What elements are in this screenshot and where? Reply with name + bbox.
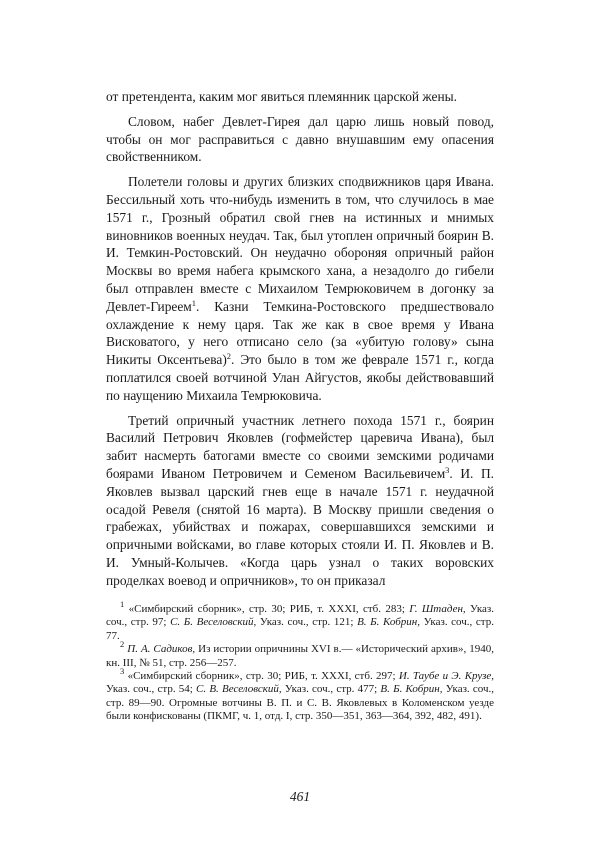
footnote-3-author-1: И. Таубе и Э. Крузе, bbox=[398, 670, 495, 683]
footnote-3-number: 3 bbox=[120, 666, 125, 677]
footnote-2-text-a: Из истории опричнины XVI в.— «Исторический архив», 1940, кн. III, № 51, стр. 256—257. bbox=[106, 643, 494, 669]
paragraph-2: Словом, набег Девлет-Гирея дал царю лишь новый повод, чтобы он мог расправиться с давно внушавшим ему опасения свойственником. bbox=[106, 113, 494, 165]
footnote-1-text-d: Указ. соч., стр. 77. bbox=[106, 616, 494, 642]
main-text bbox=[106, 88, 494, 590]
page-number: 461 bbox=[289, 789, 311, 804]
footnote-1-author-3: В. Б. Кобрин, bbox=[357, 616, 420, 629]
paragraph-3 bbox=[106, 173, 494, 404]
paragraph-4 bbox=[106, 412, 494, 590]
paragraph-1: от претендента, каким мог явиться племянник царской жены. bbox=[106, 89, 457, 104]
footnote-1-number: 1 bbox=[120, 599, 125, 609]
footnote-3-author-2: С. В. Веселовский, bbox=[196, 683, 282, 696]
footnote-3 bbox=[106, 666, 495, 724]
paragraph-3-text-a: Полетели головы и других близких сподвижников царя Ивана. Бессильный хоть что-нибудь изменить в том, что случилось в мае 1571 г., Грозный обратил свой гнев на истинных и мнимых виновников военных неудач. Так, был утоплен опричный боярин В. И. Темкин-Ростовский. Он неудачно обороняя опричный район Москвы во время набега крымского хана, а незадолго до гибели был отправлен вместе с Михаилом Темрюковичем в догонку за Девлет-Гиреем bbox=[106, 174, 494, 314]
footnote-1-author-2: С. Б. Веселовский, bbox=[170, 616, 257, 629]
footnote-2 bbox=[106, 639, 494, 670]
footnote-3-text-d: Указ. соч., стр. 89—90. Огромные вотчины В. П. и С. В. Яковлевых в Коломенском уезде были конфискованы (ПКМГ, ч. 1, отд. I, стр. 350—351, 363—364, 392, 482, 491). bbox=[106, 683, 495, 723]
footnote-1 bbox=[106, 599, 494, 643]
footnote-1-text-b: Указ. соч., стр. 97; bbox=[106, 603, 494, 629]
footnote-1-text-a: «Симбирский сборник», стр. 30; РИБ, т. XXXI, стб. 283; bbox=[128, 603, 410, 615]
footnote-ref-3: 3 bbox=[445, 464, 450, 475]
footnote-ref-1: 1 bbox=[191, 297, 197, 308]
footnote-1-text-c: Указ. соч., стр. 121; bbox=[256, 616, 358, 629]
footnote-2-number: 2 bbox=[120, 639, 125, 650]
footnote-ref-2: 2 bbox=[226, 351, 232, 362]
paragraph-4-text-b: . И. П. Яковлев вызвал царский гнев еще в начале 1571 г. неудачной осадой Ревеля (снятой 16 марта). В Москву пришли сведения о грабежах, убийствах и пожарах, совершавшихся земскими и опричными войсками, во главе которых стояли И. П. Яковлев и В. И. Умный-Колычев. «Когда царь узнал о таких воровских проделках воевод и опричников», то он приказал bbox=[106, 465, 494, 588]
footnote-3-text-a: «Симбирский сборник», стр. 30; РИБ, т. XXXI, стб. 297; bbox=[127, 670, 399, 683]
paragraph-3-text-c: . Это было в том же феврале 1571 г., когда поплатился своей вотчиной Улан Айгустов, якобы действовавший по наущению Михаила Темрюковича. bbox=[106, 352, 494, 403]
paragraph-3-text-b: . Казни Темкина-Ростовского предшествовало охлаждение к нему царя. Так же как в свое время у Ивана Висковатого, у него отписано село (за «убитую голову» сына Никиты Оксентьева) bbox=[106, 298, 494, 368]
footnote-3-text-c: Указ. соч., стр. 477; bbox=[281, 683, 381, 696]
footnote-3-author-3: В. Б. Кобрин, bbox=[380, 683, 443, 696]
footnote-3-text-b: Указ. соч., стр. 54; bbox=[106, 683, 197, 696]
footnotes bbox=[106, 599, 495, 724]
footnote-2-author-1: П. А. Садиков, bbox=[127, 643, 196, 656]
footnote-1-author-1: Г. Штаден, bbox=[409, 603, 466, 615]
paragraph-4-text-a: Третий опричный участник летнего похода 1571 г., боярин Василий Петрович Яковлев (гофмейстер царевича Ивана), был забит насмерть батогами вместе со своими земскими родичами боярами Иваном Петровичем и Семеном Васильевичем bbox=[106, 412, 494, 481]
